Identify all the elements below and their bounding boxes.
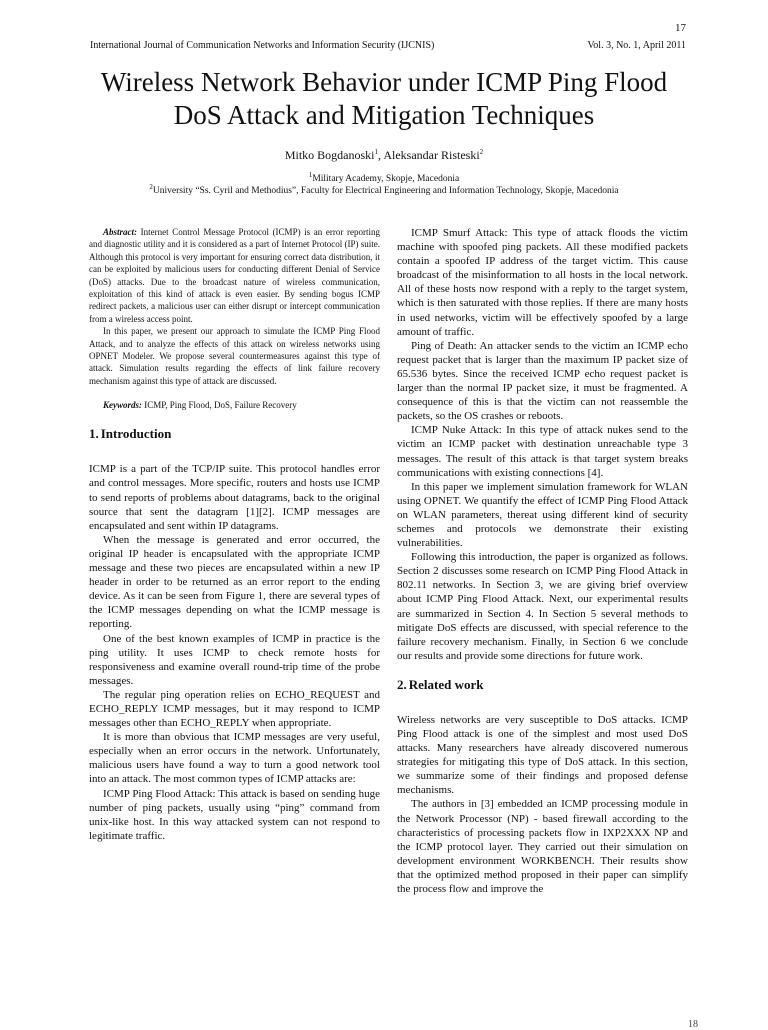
title-line-2: DoS Attack and Mitigation Techniques <box>173 100 595 130</box>
abstract-label: Abstract: <box>103 227 138 237</box>
abstract-paragraph-2: In this paper, we present our approach to simulate the ICMP Ping Flood Attack, and to analyze the effects of this attack on wireless networks using OPNET Modeler. We propose several countermeasures against this type of attack. Simulation results regarding the effects of link failure recovery mechanism against this type of attack are discussed. <box>89 326 380 386</box>
affiliation-2 <box>40 182 728 196</box>
author-1-affil-mark: 1 <box>374 148 378 156</box>
author-separator: , <box>378 148 384 162</box>
affiliation-2-text: University “Ss. Cyril and Methodius”, Faculty for Electrical Engineering and Information Technology, Skopje, Macedonia <box>152 186 619 196</box>
intro-paragraph: ICMP Ping Flood Attack: This attack is based on sending huge number of ping packets, usually using “ping” command from unix-like host. In this way attacked system can not respond to legitimate traffic. <box>89 787 380 842</box>
paper-title <box>60 66 708 132</box>
related-work-paragraph: The authors in [3] embedded an ICMP processing module in the Network Processor (NP) - based firewall according to the characteristics of processing packets flow in IXP2XXX NP and the ICMP protocol layer. They carried out their simulation on development environment WORKBENCH. Their results show that the optimized method proposed in their paper can simplify the process flow and improve the <box>397 798 688 896</box>
intro-paragraph: When the message is generated and error occurred, the original IP header is encapsulated with the appropriate ICMP message and these two pieces are encapsulated within a new IP header in order to be returned as an error report to the ending device. As it can be seen from Figure 1, there are several types of the ICMP messages depending on what the ICMP message is reporting. <box>89 533 380 631</box>
running-head <box>90 40 686 51</box>
body-paragraph: Ping of Death: An attacker sends to the victim an ICMP echo request packet that is larger than the maximum IP packet size of 65.536 bytes. Since the received ICMP echo request packet is larger than the normal IP packet size, it must be fragmented. A consequence of this is that the victim can not reassemble the packets, so the OS crashes or reboots. <box>397 339 688 423</box>
intro-paragraph: The regular ping operation relies on ECHO_REQUEST and ECHO_REPLY ICMP messages, but it may respond to ICMP messages other than ECHO_REPLY when appropriate. <box>89 688 380 730</box>
authors <box>60 148 708 163</box>
journal-name: International Journal of Communication Networks and Information Security (IJCNIS) <box>90 40 435 51</box>
section-1-title: Introduction <box>100 426 172 442</box>
abstract-text-1: Internet Control Message Protocol (ICMP) is an error reporting and diagnostic utility and it is considered as a part of Internet Protocol (IP) suite. Although this protocol is very important for ensuring correct data distribution, it can be exploited by malicious users for conducting different Denial of Service (DoS) attacks. Due to the broadcast nature of wireless communication, exploitation of this kind of attack is even easier. By sending bogus ICMP redirect packets, a malicious user can either disrupt or intercept communication from a wireless access point. <box>89 227 380 324</box>
section-2-title: Related work <box>408 676 484 692</box>
section-2-number: 2. <box>397 676 407 692</box>
section-1-number: 1. <box>89 426 99 442</box>
page-number: 17 <box>675 22 686 34</box>
author-2-affil-mark: 2 <box>479 148 484 156</box>
section-2-heading <box>397 677 688 693</box>
keywords <box>89 398 380 412</box>
body-paragraph: In this paper we implement simulation framework for WLAN using OPNET. We quantify the effect of ICMP Ping Flood Attack on WLAN parameters, thereat using different kind of security schemes and protocols we demonstrate their existing vulnerabilities. <box>397 480 688 550</box>
keywords-text: ICMP, Ping Flood, DoS, Failure Recovery <box>142 400 297 411</box>
affiliation-1-text: Military Academy, Skopje, Macedonia <box>312 174 460 184</box>
keywords-label: Keywords: <box>103 400 142 411</box>
affiliation-1-mark: 1 <box>308 170 313 179</box>
body-paragraph: Following this introduction, the paper is organized as follows. Section 2 discusses some research on ICMP Ping Flood Attack in 802.11 networks. In Section 3, we are giving brief overview about ICMP Ping Flood Attack. Next, our experimental results are summarized in Section 4. In Section 5 several methods to mitigate DoS effects are discussed, with special reference to the failure recovery mechanism. Finally, in Section 6 we conclude our results and provide some directions for future work. <box>397 551 688 662</box>
author-1: Mitko Bogdanoski <box>284 148 375 162</box>
related-work-paragraph: Wireless networks are very susceptible to DoS attacks. ICMP Ping Flood attack is one of the simplest and most used DoS attacks. Many researchers have already discovered numerous strategies for mitigating this type of DoS attack. In this section, we summarize some of their findings and proposed defense mechanisms. <box>397 713 688 797</box>
intro-paragraph: ICMP is a part of the TCP/IP suite. This protocol handles error and control messages. More specific, routers and hosts use ICMP to send reports of problems about datagrams, back to the original source that sent the datagram [1][2]. ICMP messages are encapsulated and sent within IP datagrams. <box>89 463 380 532</box>
next-page-number: 18 <box>688 1019 698 1030</box>
affiliation-1 <box>40 170 728 184</box>
right-column <box>397 226 688 896</box>
left-column <box>89 226 380 843</box>
abstract <box>89 226 380 387</box>
author-2: Aleksandar Risteski <box>383 148 480 162</box>
affiliation-2-mark: 2 <box>149 182 153 191</box>
issue-info: Vol. 3, No. 1, April 2011 <box>587 40 686 51</box>
title-line-1: Wireless Network Behavior under ICMP Ping Flood <box>100 67 668 97</box>
section-1-heading <box>89 426 380 442</box>
body-paragraph: ICMP Nuke Attack: In this type of attack nukes send to the victim an ICMP packet with destination unreachable type 3 messages. The result of this attack is that target system breaks communications with existing connections [4]. <box>397 424 688 479</box>
intro-paragraph: It is more than obvious that ICMP messages are very useful, especially when an error occurs in the network. Unfortunately, malicious users have found a way to turn a good network tool into an attack. The most common types of ICMP attacks are: <box>89 731 380 786</box>
abstract-paragraph-1 <box>89 226 380 325</box>
body-paragraph: ICMP Smurf Attack: This type of attack floods the victim machine with spoofed ping packets. All these modified packets contain a spoofed IP address of the target victim. This cause broadcast of the misinformation to all hosts in the local network. All of these hosts now respond with a reply to the target system, which is then saturated with those replies. If there are many hosts in used networks, victim will be effectively spoofed by a large amount of traffic. <box>397 227 688 338</box>
intro-paragraph: One of the best known examples of ICMP in practice is the ping utility. It uses ICMP to check remote hosts for responsiveness and examine overall round-trip time of the probe messages. <box>89 632 380 687</box>
